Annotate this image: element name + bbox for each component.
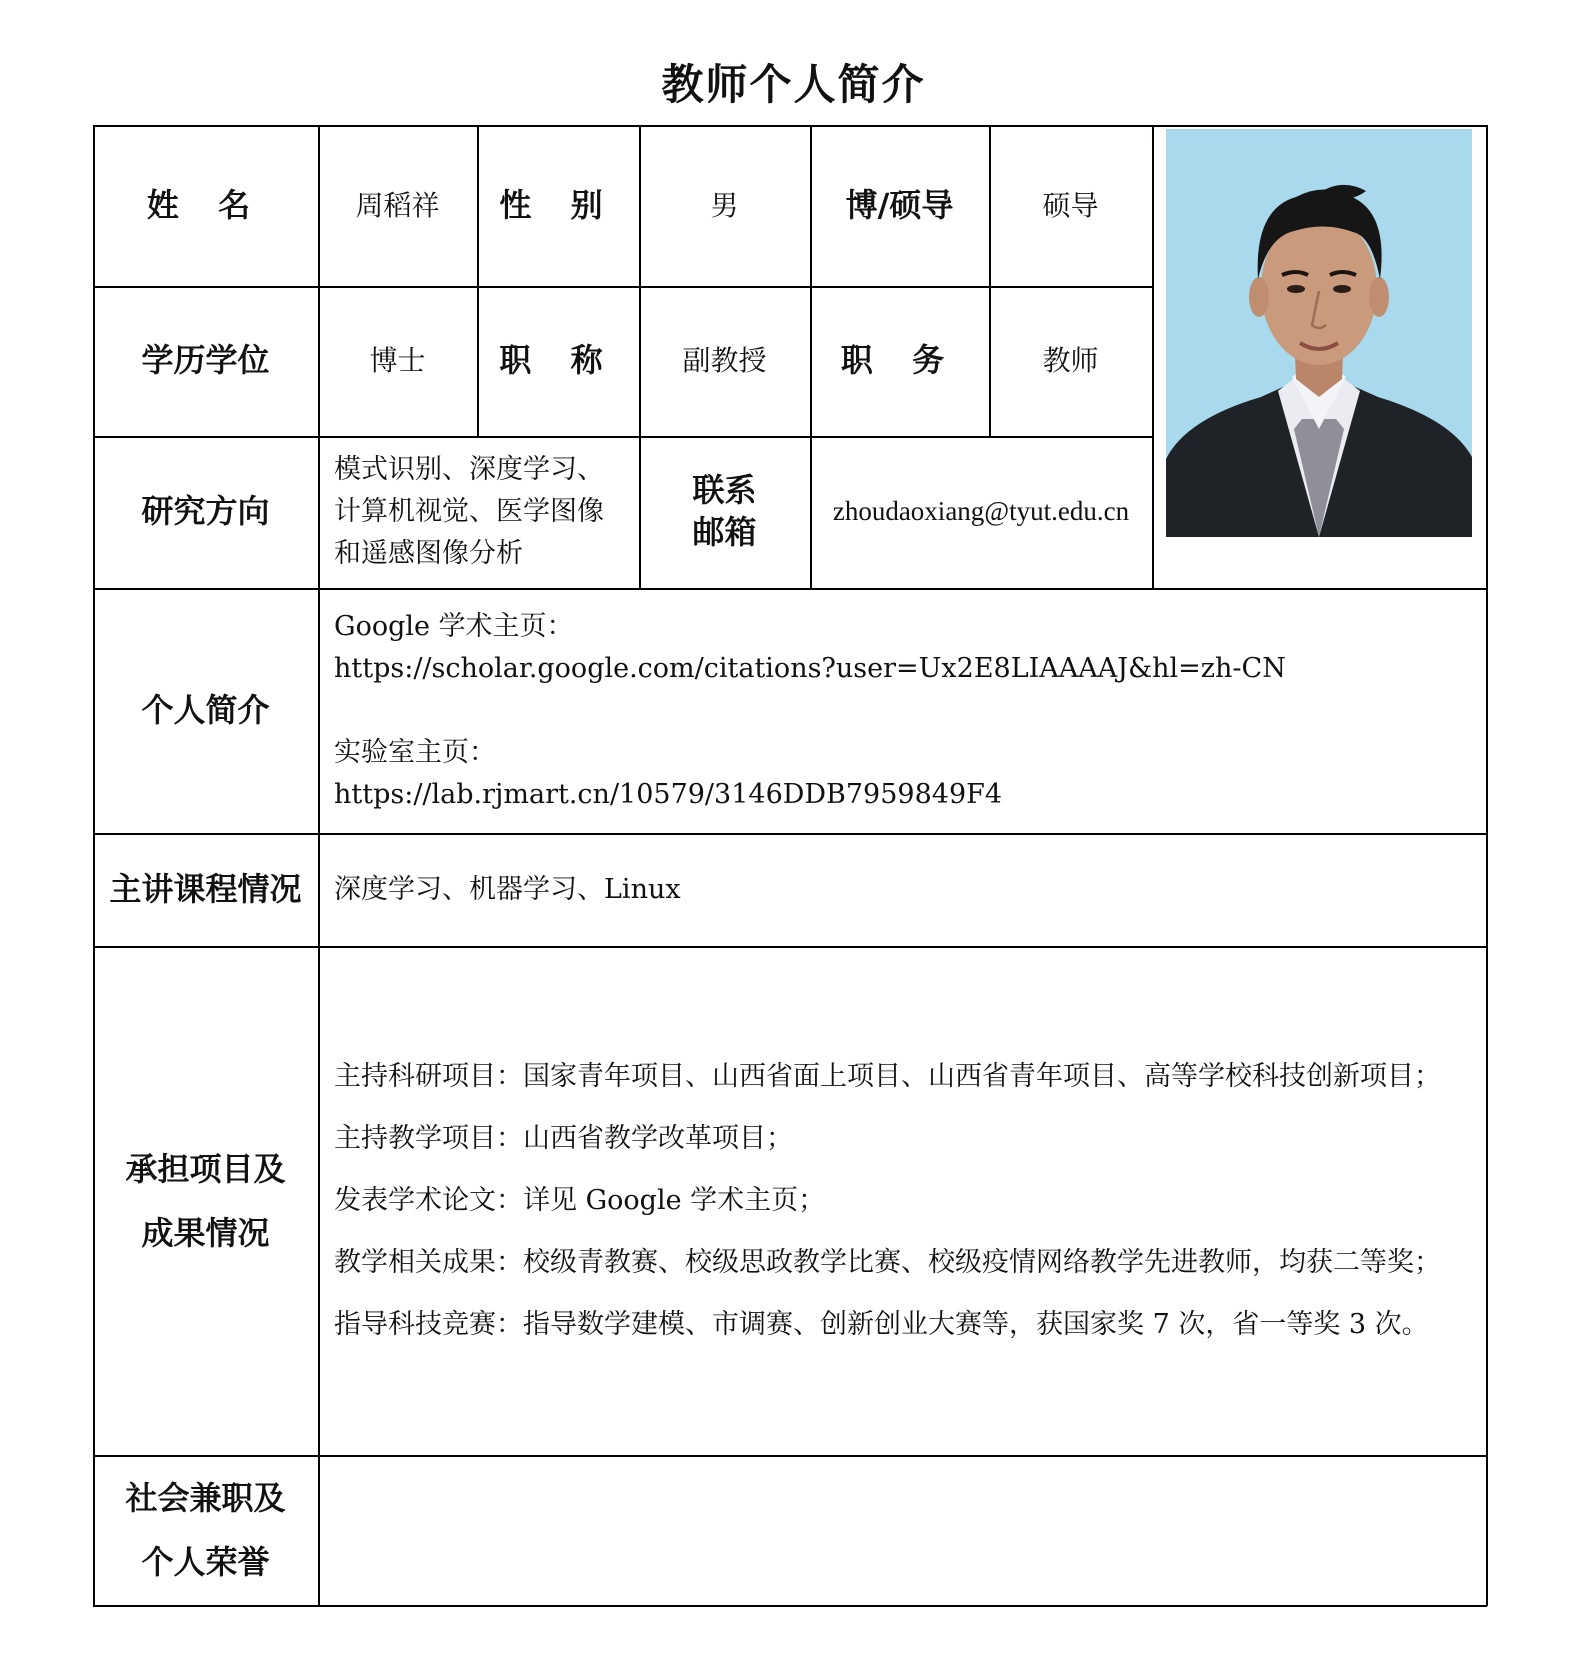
honors-label-line: 社会兼职及	[125, 1479, 286, 1517]
research-line: 和遥感图像分析	[334, 537, 523, 569]
research-value-cell	[318, 436, 639, 588]
teacher-photo	[1166, 129, 1472, 537]
courses-value: 深度学习、机器学习、Linux	[334, 873, 681, 905]
name-value-cell	[318, 125, 477, 286]
project-line: 主持教学项目：山西省教学改革项目；	[334, 1123, 793, 1155]
title-label: 职 称	[499, 341, 617, 380]
intro-label-cell	[93, 588, 318, 833]
intro-content	[334, 606, 1286, 816]
email-value-cell	[810, 436, 1152, 588]
degree-label: 学历学位	[141, 341, 270, 380]
research-label: 研究方向	[141, 492, 270, 531]
honors-label-line: 个人荣誉	[141, 1543, 270, 1581]
intro-spacer	[334, 690, 1286, 732]
intro-value-cell	[318, 588, 1486, 833]
gender-label-cell	[477, 125, 639, 286]
post-label: 职 务	[840, 341, 959, 380]
honors-value-cell	[318, 1455, 1486, 1605]
supervisor-label-cell	[810, 125, 989, 286]
name-label: 姓 名	[146, 185, 265, 224]
title-label-cell	[477, 286, 639, 436]
intro-line: 实验室主页：	[334, 736, 496, 768]
degree-value-cell	[318, 286, 477, 436]
projects-label-line: 承担项目及	[125, 1149, 286, 1188]
post-value-cell	[989, 286, 1152, 436]
projects-label-cell	[93, 946, 318, 1455]
gender-value-cell	[639, 125, 810, 286]
projects-value-cell	[318, 946, 1486, 1455]
profile-table	[93, 125, 1487, 1606]
project-line: 主持科研项目：国家青年项目、山西省面上项目、山西省青年项目、高等学校科技创新项目；	[334, 1061, 1441, 1093]
gender-label: 性 别	[499, 185, 617, 224]
gender-value: 男	[710, 188, 739, 222]
project-line: 指导科技竞赛：指导数学建模、市调赛、创新创业大赛等，获国家奖 7 次，省一等奖 3 次。	[334, 1308, 1429, 1340]
degree-value: 博士	[369, 344, 426, 378]
title-value-cell	[639, 286, 810, 436]
honors-label	[125, 1466, 285, 1594]
email-value[interactable]: zhoudaoxiang@tyut.edu.cn	[832, 496, 1130, 527]
email-label-line: 联系	[692, 471, 757, 510]
research-label-cell	[93, 436, 318, 588]
courses-label-cell	[93, 833, 318, 946]
degree-label-cell	[93, 286, 318, 436]
title-value: 副教授	[682, 344, 767, 378]
supervisor-value: 硕导	[1042, 188, 1099, 222]
supervisor-value-cell	[989, 125, 1152, 286]
name-label-cell	[93, 125, 318, 286]
project-line: 发表学术论文：详见 Google 学术主页；	[334, 1185, 826, 1217]
email-label-line: 邮箱	[692, 513, 757, 551]
lab-homepage-link[interactable]: https://lab.rjmart.cn/10579/3146DDB7959849F4	[334, 778, 1003, 810]
courses-value-cell	[318, 833, 1486, 946]
google-scholar-link[interactable]: https://scholar.google.com/citations?user=Ux2E8LIAAAAJ&hl=zh-CN	[334, 652, 1286, 684]
email-label-cell	[639, 436, 810, 588]
intro-label: 个人简介	[141, 690, 270, 729]
courses-label: 主讲课程情况	[109, 869, 302, 908]
research-line: 模式识别、深度学习、	[334, 454, 604, 486]
project-line: 教学相关成果：校级青教赛、校级思政教学比赛、校级疫情网络教学先进教师，均获二等奖；	[334, 1246, 1441, 1278]
supervisor-label: 博/硕导	[845, 185, 954, 224]
projects-content	[334, 1036, 1441, 1364]
projects-label-line: 成果情况	[141, 1213, 270, 1252]
post-value: 教师	[1042, 344, 1099, 378]
post-label-cell	[810, 286, 989, 436]
research-line: 计算机视觉、医学图像	[334, 496, 604, 528]
intro-line: Google 学术主页：	[334, 610, 574, 642]
email-label	[692, 470, 756, 553]
portrait-image	[1166, 129, 1472, 537]
name-value: 周稻祥	[355, 188, 440, 222]
research-value	[334, 449, 604, 575]
page-title: 教师个人简介	[661, 60, 926, 109]
projects-label	[125, 1137, 285, 1265]
honors-label-cell	[93, 1455, 318, 1605]
